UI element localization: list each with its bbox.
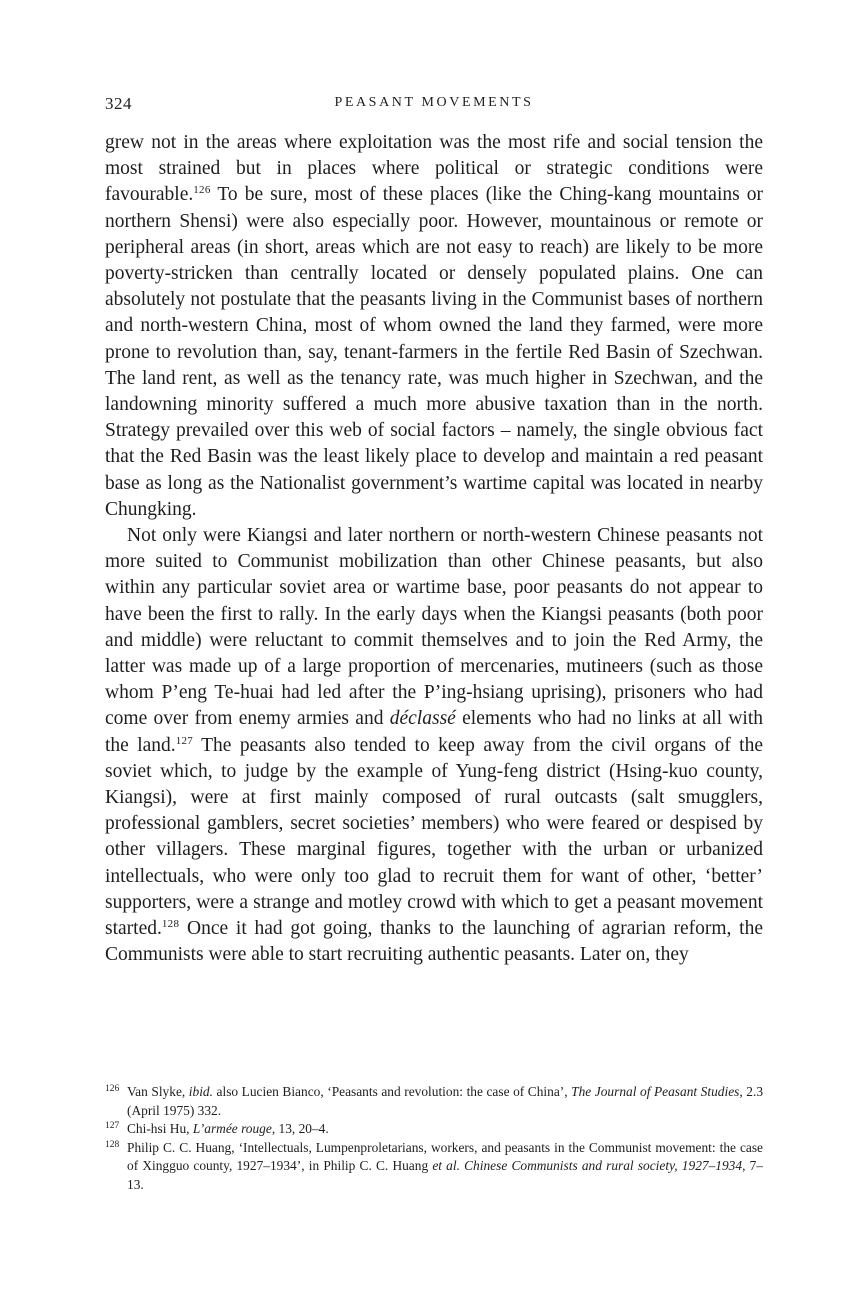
footnote-text: Chi-hsi Hu,: [127, 1121, 193, 1137]
body-text: [105, 130, 763, 969]
footnote-number: 126: [105, 1084, 120, 1094]
footnote-text: Van Slyke,: [127, 1084, 189, 1099]
footnote-italic: et al.: [432, 1158, 460, 1174]
footnote-ref-128: 128: [161, 918, 180, 931]
paragraph-2-text-d: Once it had got going, thanks to the launching of agrarian reform, the Communists were able to start recruiting authentic peasants. Later on, they: [105, 918, 763, 966]
footnote-text: also Lucien Bianco, ‘Peasants and revolution: the case of China’,: [212, 1084, 572, 1099]
footnote-ref-127: 127: [175, 734, 194, 747]
footnote-text: , 2.3 (April 1975) 332.: [127, 1084, 764, 1118]
page-number: 324: [105, 94, 132, 113]
footnote-127: [105, 1120, 763, 1139]
paragraph-2-text-b: elements who had no links at all with the land.: [105, 708, 763, 756]
footnote-text: , 13, 20–4.: [271, 1121, 329, 1137]
footnote-number: 128: [105, 1139, 120, 1150]
italic-term-declasse: déclassé: [389, 708, 456, 730]
paragraph-2: [105, 523, 763, 968]
paragraph-1: [105, 130, 763, 523]
footnote-book-title: Chinese Communists and rural society, 1927–1934: [464, 1158, 743, 1174]
paragraph-1-text-b: To be sure, most of these places (like the Ching-kang mountains or northern Shensi) were also especially poor. However, mountainous or remote or peripheral areas (in short, areas which are not easy to reach) are likely to be more poverty-stricken than centrally located or densely populated plains. One can absolutely not postulate that the peasants living in the Communist bases of northern and north-western China, most of whom owned the land they farmed, were more prone to revolution than, say, tenant-farmers in the fertile Red Basin of Szechwan. The land rent, as well as the tenancy rate, was much higher in Szechwan, and the landowning minority suffered a much more abusive taxation than in the north. Strategy prevailed over this web of social factors – namely, the single obvious fact that the Red Basin was the least likely place to develop and maintain a red peasant base as long as the Nationalist government’s wartime capital was located in nearby Chungking.: [105, 184, 763, 520]
footnotes: [105, 1083, 763, 1195]
footnote-book-title: L’armée rouge: [192, 1121, 272, 1137]
paragraph-2-text-a: Not only were Kiangsi and later northern or north-western Chinese peasants not more suited to Communist mobilization than other Chinese peasants, but also within any particular soviet area or wartime base, poor peasants do not appear to have been the first to rally. In the early days when the Kiangsi peasants (both poor and middle) were reluctant to commit themselves and to join the Red Army, the latter was made up of a large proportion of mercenaries, mutineers (such as those whom P’eng Te-huai had led after the P’ing-hsiang uprising), prisoners who had come over from enemy armies and: [105, 525, 763, 730]
footnote-126: [105, 1083, 763, 1120]
footnote-text: , 7–13.: [127, 1158, 763, 1192]
paragraph-2-text-c: The peasants also tended to keep away from the civil organs of the soviet which, to judge by the example of Yung-feng district (Hsing-kuo county, Kiangsi), were at first mainly composed of rural outcasts (salt smugglers, professional gamblers, secret societies’ members) who were feared or despised by other villagers. These marginal figures, together with the urban or urbanized intellectuals, who were only too glad to recruit them for want of other, ‘better’ supporters, were a strange and motley crowd with which to get a peasant movement started.: [105, 734, 763, 940]
page-header: [105, 94, 763, 118]
footnote-text: Philip C. C. Huang, ‘Intellectuals, Lumpenproletarians, workers, and peasants in the Communist movement: the case of Xingguo county, 1927–1934’, in Philip C. C. Huang: [127, 1139, 763, 1174]
paragraph-1-text-a: grew not in the areas where exploitation was the most rife and social tension the most strained but in places where political or strategic conditions were favourable.: [105, 132, 763, 206]
footnote-number: 127: [105, 1121, 120, 1132]
footnote-ref-126: 126: [193, 184, 211, 197]
footnote-journal-title: The Journal of Peasant Studies: [571, 1084, 740, 1099]
running-head: PEASANT MOVEMENTS: [334, 95, 534, 110]
footnote-128: [105, 1139, 763, 1195]
footnote-italic: ibid.: [188, 1084, 213, 1099]
